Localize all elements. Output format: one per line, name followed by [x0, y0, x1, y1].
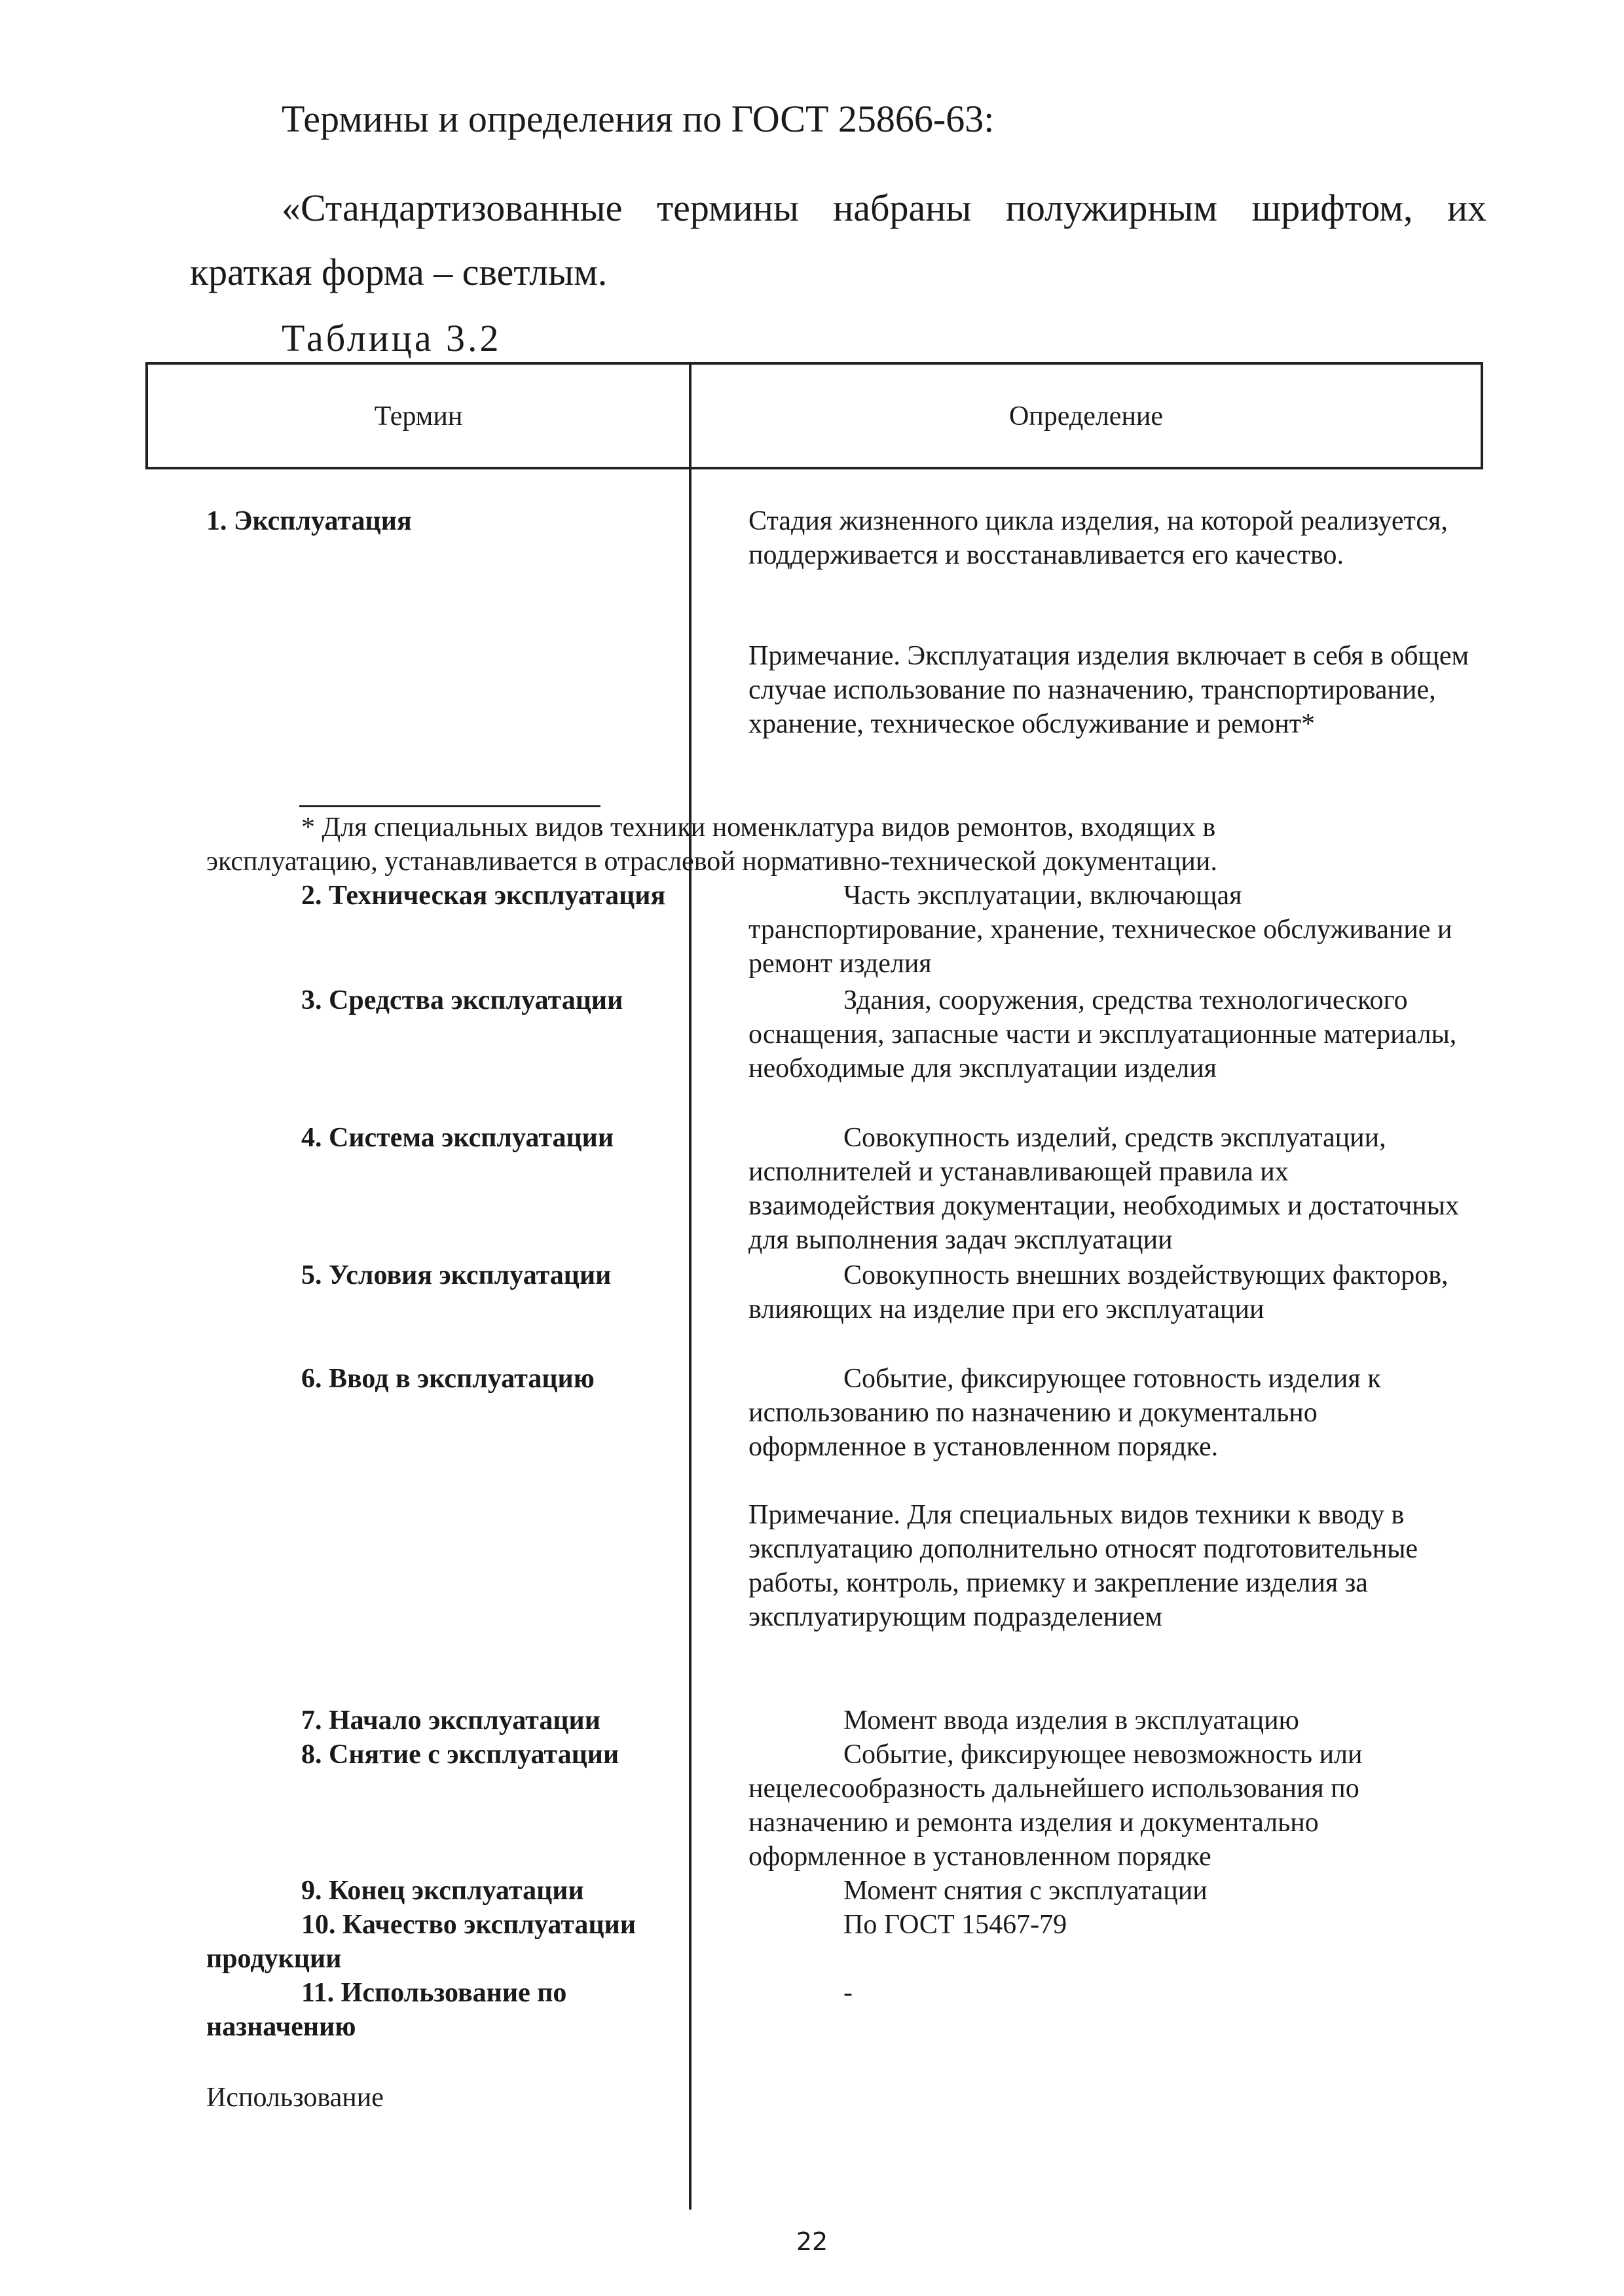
term-2: 2. Техническая эксплуатация: [301, 881, 666, 911]
definition-5: Совокупность внешних воздействующих факторов, влияющих на изделие при его эксплуатации: [748, 1260, 1449, 1324]
short-form-term: Использование: [206, 2083, 384, 2113]
term-11: 11. Использование по назначению: [206, 1978, 567, 2042]
table-header-divider: [145, 467, 1483, 469]
definition-9: Момент снятия с эксплуатации: [843, 1876, 1208, 1906]
note-6: Примечание. Для специальных видов техники к вводу в эксплуатацию дополнительно относят подготовительные работы, контроль, приемку и закрепление изделия за эксплуатирующим подразделением: [748, 1500, 1418, 1632]
definition-11: -: [843, 1978, 853, 2008]
footnote: * Для специальных видов техники номенклатура видов ремонтов, входящих в эксплуатацию, устанавливается в отраслевой нормативно-технической документации.: [206, 812, 1217, 877]
term-1: 1. Эксплуатация: [206, 506, 412, 536]
table-border-right: [1481, 362, 1483, 469]
column-header-definition: Определение: [1008, 401, 1164, 431]
table-border-top: [145, 362, 1483, 365]
footnote-separator: [299, 805, 600, 807]
page-number: 22: [796, 2227, 828, 2256]
definition-10: По ГОСТ 15467-79: [843, 1910, 1067, 1940]
intro-paragraph-line-2: краткая форма – светлым.: [190, 251, 608, 293]
column-divider-lower: [689, 912, 692, 2210]
definition-6: Событие, фиксирующее готовность изделия к использованию по назначению и документально оформленное в установленном порядке.: [748, 1364, 1381, 1462]
term-3: 3. Средства эксплуатации: [301, 985, 623, 1015]
intro-paragraph-line-1: «Стандартизованные термины набраны полужирным шрифтом, их: [282, 187, 1486, 229]
definition-4: Совокупность изделий, средств эксплуатации, исполнителей и устанавливающей правила их взаимодействия документации, необходимых и достаточных для выполнения задач эксплуатации: [748, 1123, 1459, 1255]
term-6: 6. Ввод в эксплуатацию: [301, 1364, 595, 1394]
definition-8: Событие, фиксирующее невозможность или нецелесообразность дальнейшего использования по назначению и ремонта изделия и документально оформленное в установленном порядке: [748, 1740, 1363, 1872]
note-1: Примечание. Эксплуатация изделия включает в себя в общем случае использование по назначению, транспортирование, хранение, техническое обслуживание и ремонт*: [748, 641, 1469, 739]
column-header-term: Термин: [374, 401, 463, 431]
table-label: Таблица 3.2: [282, 317, 502, 359]
definition-2: Часть эксплуатации, включающая транспортирование, хранение, техническое обслуживание и ремонт изделия: [748, 881, 1452, 979]
definition-3: Здания, сооружения, средства технологического оснащения, запасные части и эксплуатационные материалы, необходимые для эксплуатации изделия: [748, 985, 1457, 1084]
page-heading: Термины и определения по ГОСТ 25866-63:: [282, 98, 995, 140]
term-9: 9. Конец эксплуатации: [301, 1876, 584, 1906]
term-5: 5. Условия эксплуатации: [301, 1260, 612, 1290]
term-10: 10. Качество эксплуатации продукции: [206, 1910, 637, 1974]
definition-1: Стадия жизненного цикла изделия, на которой реализуется, поддерживается и восстанавливается его качество.: [748, 506, 1448, 570]
term-8: 8. Снятие с эксплуатации: [301, 1740, 619, 1770]
term-4: 4. Система эксплуатации: [301, 1123, 614, 1153]
term-7: 7. Начало эксплуатации: [301, 1705, 600, 1736]
definition-7: Момент ввода изделия в эксплуатацию: [843, 1705, 1299, 1736]
